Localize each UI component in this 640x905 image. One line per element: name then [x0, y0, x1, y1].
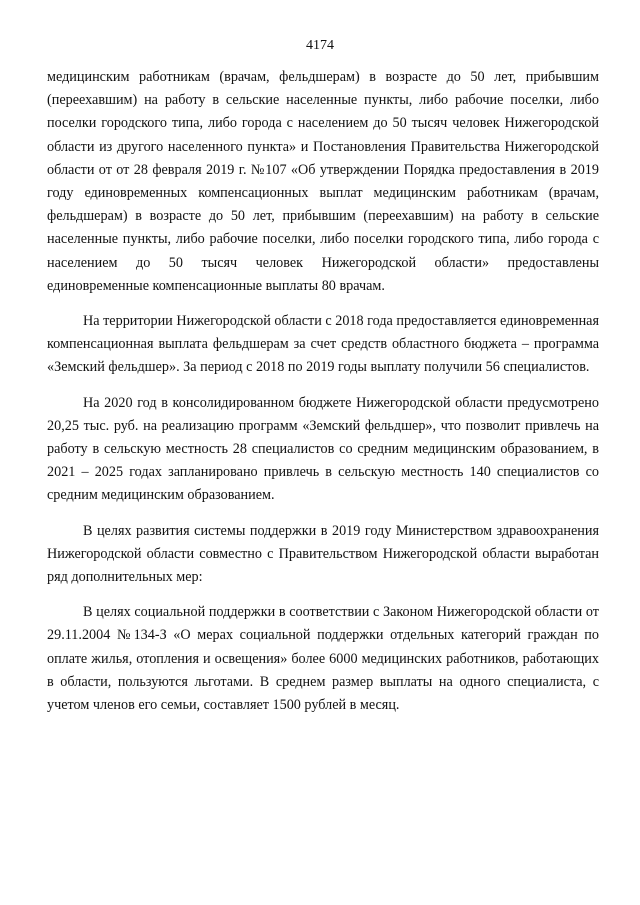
paragraph-4: В целях развития системы поддержки в 2019 году Министерством здравоохранения Нижегородской области совместно с Правительством Нижегородской области выработан ряд дополнительных мер:	[47, 522, 599, 586]
paragraph-5: В целях социальной поддержки в соответствии с Законом Нижегородской области от 29.11.2004 №134-З «О мерах социальной поддержки отдельных категорий граждан по оплате жилья, отопления и освещения» более 6000 медицинских работников, работающих в области, пользуются льготами. В среднем размер выплаты на одного специалиста, с учетом членов его семьи, составляет 1500 рублей в месяц.	[47, 604, 599, 714]
paragraph-1: медицинским работникам (врачам, фельдшерам) в возрасте до 50 лет, прибывшим (переехавшим) на работу в сельские населенные пункты, либо рабочие поселки, либо поселки городского типа, либо города с населением до 50 тысяч человек Нижегородской области из другого населенного пункта» и Постановления Правительства Нижегородской области от от 28 февраля 2019 г. №107 «Об утверждении Порядка предоставления в 2019 году единовременных компенсационных выплат медицинским работникам (врачам, фельдшерам) в возрасте до 50 лет, прибывшим (переехавшим) на работу в сельские населенные пункты, либо рабочие поселки, либо поселки городского типа, либо города с населением до 50 тысяч человек Нижегородской области» предоставлены единовременные компенсационные выплаты 80 врачам.	[47, 69, 599, 294]
paragraph-3: На 2020 год в консолидированном бюджете Нижегородской области предусмотрено 20,25 тыс. руб. на реализацию программ «Земский фельдшер», что позволит привлечь на работу в сельскую местность 28 специалистов со средним медицинским образованием, в 2021 – 2025 годах запланировано привлечь в сельскую местность 140 специалистов со средним медицинским образованием.	[47, 394, 599, 504]
paragraph-2: На территории Нижегородской области с 2018 года предоставляется единовременная компенсационная выплата фельдшерам за счет средств областного бюджета – программа «Земский фельдшер». За период с 2018 по 2019 годы выплату получили 56 специалистов.	[47, 313, 599, 376]
body-text	[47, 66, 599, 717]
page-number: 4174	[306, 38, 334, 53]
